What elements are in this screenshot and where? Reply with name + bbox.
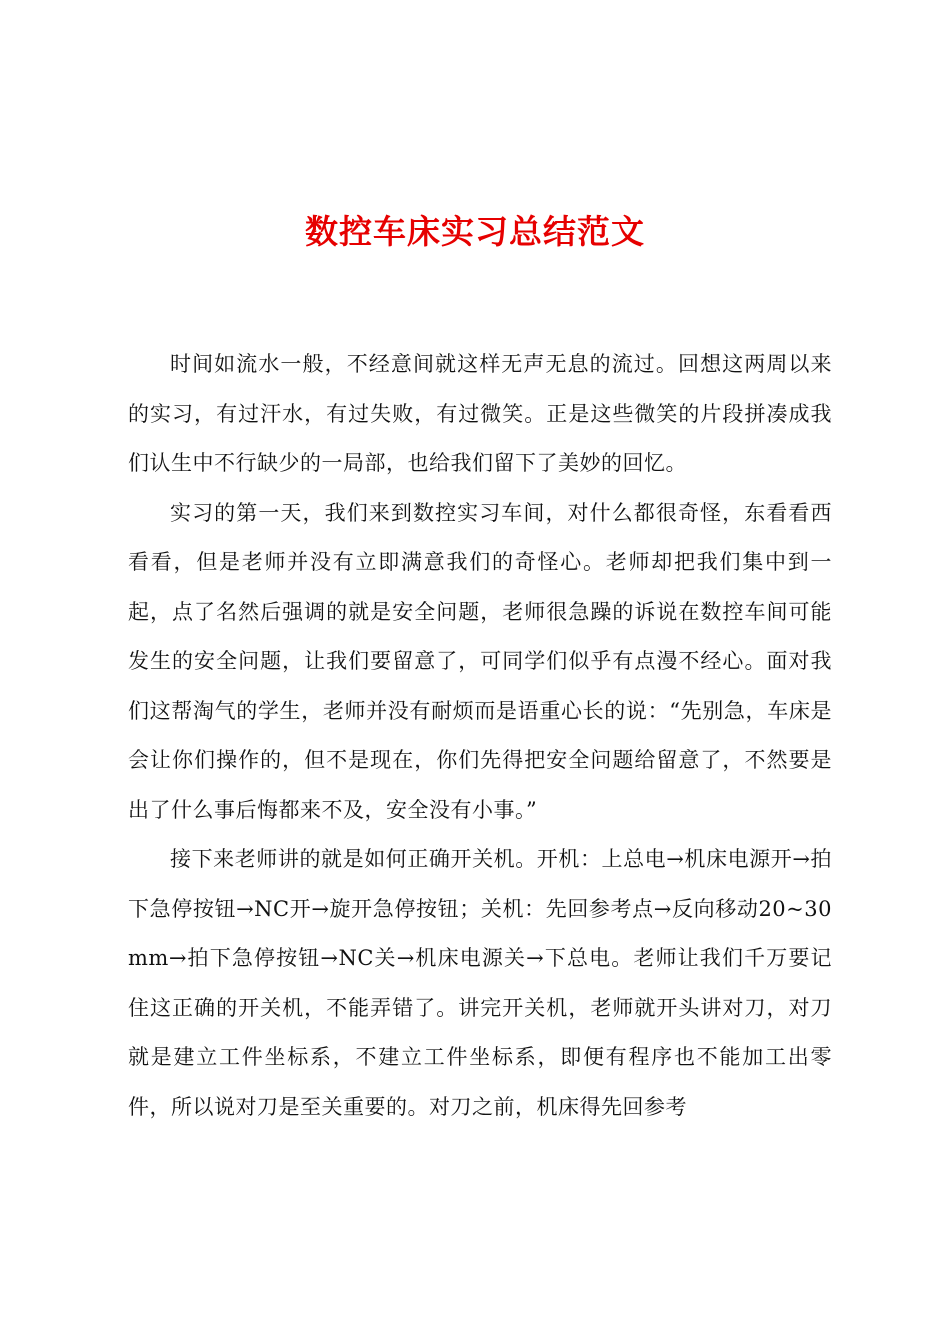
document-title: 数控车床实习总结范文: [305, 212, 645, 251]
paragraph-3: 接下来老师讲的就是如何正确开关机。开机：上总电→机床电源开→拍下急停按钮→NC开→旋开急停按钮；关机：先回参考点→反向移动20~30mm→拍下急停按钮→NC关→机床电源关→下总电。老师让我们千万要记住这正确的开关机，不能弄错了。讲完开关机，老师就开头讲对刀，对刀就是建立工件坐标系，不建立工件坐标系，即便有程序也不能加工出零件，所以说对刀是至关重要的。对刀之前，机床得先回参考: [128, 847, 832, 1119]
paragraph-1: 时间如流水一般，不经意间就这样无声无息的流过。回想这两周以来的实习，有过汗水，有过失败，有过微笑。正是这些微笑的片段拼凑成我们认生中不行缺少的一局部，也给我们留下了美妙的回忆。: [128, 352, 832, 475]
document-body: [128, 340, 832, 1132]
paragraph-2: 实习的第一天，我们来到数控实习车间，对什么都很奇怪，东看看西看看，但是老师并没有立即满意我们的奇怪心。老师却把我们集中到一起，点了名然后强调的就是安全问题，老师很急躁的诉说在数控车间可能发生的安全问题，让我们要留意了，可同学们似乎有点漫不经心。面对我们这帮淘气的学生，老师并没有耐烦而是语重心长的说：“先别急，车床是会让你们操作的，但不是现在，你们先得把安全问题给留意了，不然要是出了什么事后悔都来不及，安全没有小事。”: [128, 500, 832, 822]
